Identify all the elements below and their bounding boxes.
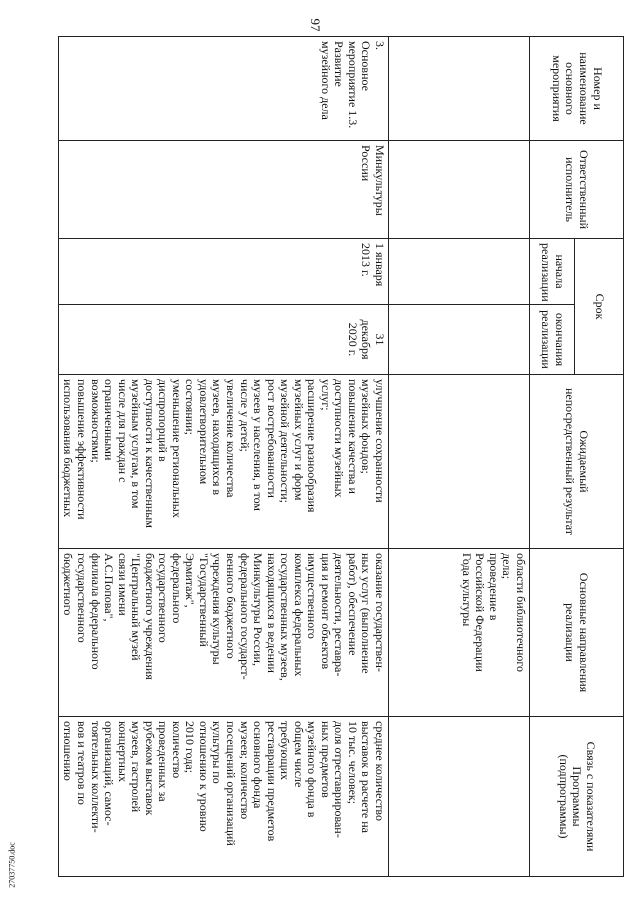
cell-main-directions: оказание государствен- ных услуг (выполнение работ), обеспечение деятельности, реставра- ция и ремонт объектов имущественного комплекса федеральных государственных музеев, находящихся в ведении Минкультуры России, федерального государст- венного бюджетного учреждения культуры "Государственный Эрмитаж", федерального государственного бюджетного учреждения "Центральный музей связи имени А.С.Попова", филиала федерального государственного бюджетного — [58, 549, 388, 717]
header-term-start: начала реализации — [530, 239, 575, 305]
cell-term-start — [389, 239, 530, 305]
page-number-text: 97 — [308, 18, 323, 32]
cell-num-name — [58, 37, 388, 141]
document-id-text: 27037750.doc — [7, 842, 17, 888]
header-num-name: Номер и наименование основного мероприятия — [530, 37, 624, 141]
document-id — [4, 830, 20, 900]
cell-term-end: 31 декабря 2020 г. — [58, 305, 388, 375]
cell-expected-result: улучшение сохранности музейных фондов; повышение качества и доступности музейных услуг; расширение разнообразия музейных услуг и форм музейной деятельности; рост востребованности музеев у населения, в том числе у детей; увеличение количества музеев, находящихся в удовлетворительном состоянии; уменьшение региональных диспропорций в доступности к качественным музейным услугам, в том числе для граждан с ограниченными возможностями; повышение эффективности использования бюджетных — [58, 375, 388, 549]
header-term: Срок — [575, 239, 624, 375]
table-header — [530, 37, 624, 877]
cell-term-end — [389, 305, 530, 375]
cell-num-name — [389, 37, 530, 141]
header-term-end: окончания реализации — [530, 305, 575, 375]
measure-name: Основное мероприятие 1.3. Развитие музейного дела — [318, 41, 374, 129]
header-main-directions: Основные направления реализации — [530, 549, 624, 717]
cell-indicator-link — [389, 717, 530, 877]
header-responsible: Ответственный исполнитель — [530, 141, 624, 239]
header-expected-result: Ожидаемый непосредственный результат — [530, 375, 624, 549]
cell-responsible — [389, 141, 530, 239]
rotated-table-frame — [61, 36, 624, 876]
table-row-measure-1-3 — [58, 37, 388, 877]
program-measures-table — [58, 36, 624, 877]
cell-responsible: Минкультуры России — [58, 141, 388, 239]
cell-expected-result — [389, 375, 530, 549]
table-body — [58, 37, 529, 877]
header-indicator-link: Связь с показателями Программы (подпрограммы) — [530, 717, 624, 877]
table-row-continuation — [389, 37, 530, 877]
measure-number: 3. — [373, 41, 387, 50]
cell-indicator-link: среднее количество выставок в расчете на 10 тыс. человек; доля отреставрирован- ных предметов музейного фонда в общем числе требующих реставрации предметов основного фонда музеев; количество посещений организаций культуры по отношению к уровню 2010 года; количество проведенных за рубежом выставок музеев, гастролей концертных организаций, самос- тоятельных коллекти- вов и театров по отношению — [58, 717, 388, 877]
cell-term-start: 1 января 2013 г. — [58, 239, 388, 305]
table-header-row — [575, 37, 624, 877]
rotated-table-content — [61, 36, 624, 876]
cell-main-directions: области библиотечного дела; проведение в Российской Федерации Года культуры — [389, 549, 530, 717]
